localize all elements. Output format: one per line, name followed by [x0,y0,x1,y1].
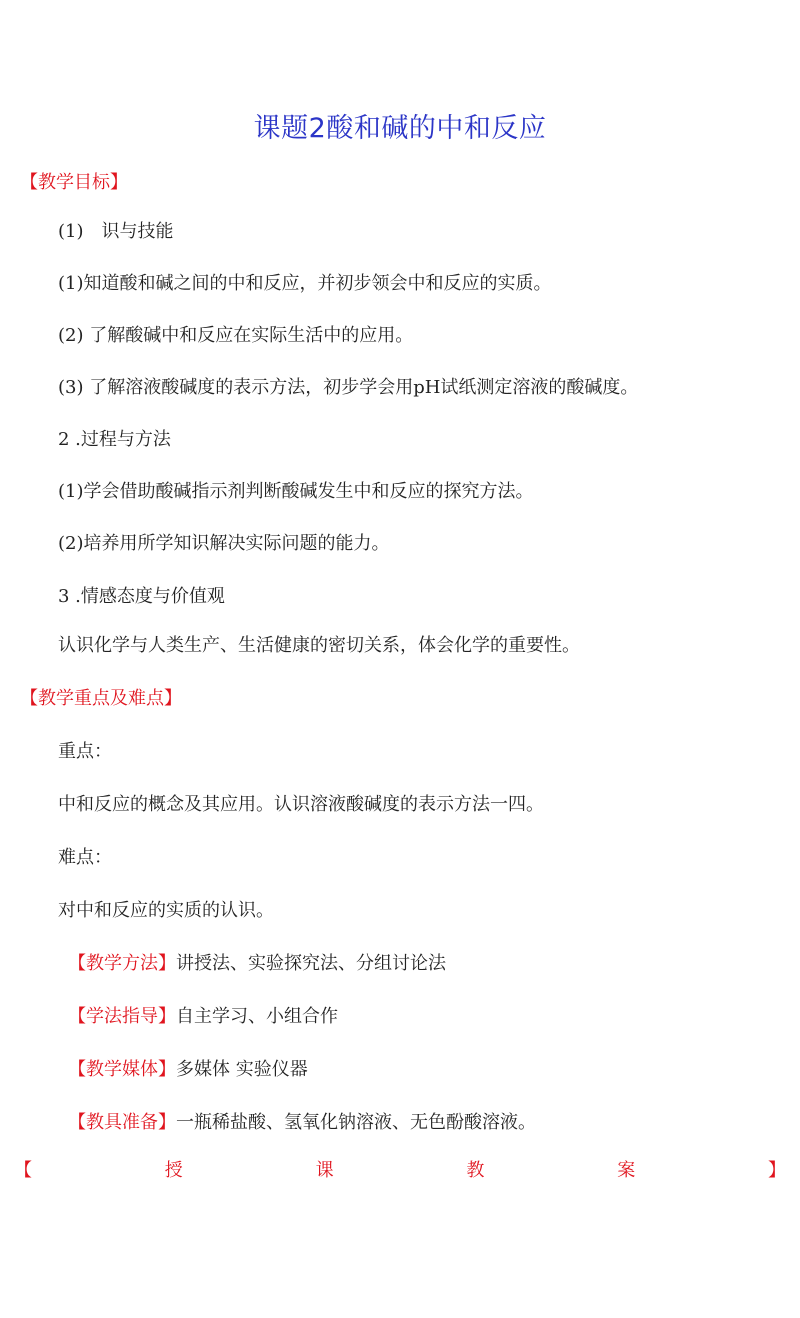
teaching-tools-line [68,1111,536,1135]
lesson-plan-heading-char: 教 [466,1160,485,1181]
objective-line: (3) 了解溶液酸碱度的表示方法，初步学会用pH试纸测定溶液的酸碱度。 [58,377,639,398]
section-heading-objectives: 【教学目标】 [20,172,128,193]
difficulty-line: 对中和反应的实质的认识。 [58,900,274,921]
difficulty-label: 难点： [58,847,112,868]
objective-line: (1)学会借助酸碱指示剂判断酸碱发生中和反应的探究方法。 [58,481,534,502]
lesson-plan-heading-char: 【 [14,1160,32,1181]
objective-subheading: 3 .情感态度与价值观 [58,586,225,607]
teaching-media-tag: 【教学媒体】 [68,1059,176,1080]
objective-line: (2)培养用所学知识解决实际问题的能力。 [58,533,390,554]
study-guidance-text: 自主学习、小组合作 [176,1006,338,1027]
teaching-tools-text: 一瓶稀盐酸、氢氧化钠溶液、无色酚酸溶液。 [176,1112,536,1133]
study-guidance-line [68,1005,338,1029]
lesson-plan-heading-char: 课 [315,1160,334,1181]
study-guidance-tag: 【学法指导】 [68,1006,176,1027]
lesson-plan-heading-char: 授 [164,1160,183,1181]
teaching-media-text: 多媒体 实验仪器 [176,1059,308,1080]
objective-subheading: 2 .过程与方法 [58,429,171,450]
objective-line: (1) 识与技能 [58,221,174,242]
lesson-plan-heading-char: 案 [617,1160,636,1181]
lesson-plan-heading [14,1159,786,1183]
teaching-tools-tag: 【教具准备】 [68,1112,176,1133]
section-heading-key-points: 【教学重点及难点】 [20,688,182,709]
objective-line: (2) 了解酸碱中和反应在实际生活中的应用。 [58,325,414,346]
objective-line: 认识化学与人类生产、生活健康的密切关系，体会化学的重要性。 [58,635,580,656]
key-point-line: 中和反应的概念及其应用。认识溶液酸碱度的表示方法一四。 [58,794,544,815]
page-title: 课题2酸和碱的中和反应 [253,113,547,144]
lesson-plan-heading-char: 】 [767,1160,786,1181]
teaching-media-line [68,1058,308,1082]
teaching-method-tag: 【教学方法】 [68,953,176,974]
key-point-label: 重点： [58,741,112,762]
objective-line: (1)知道酸和碱之间的中和反应，并初步领会中和反应的实质。 [58,273,552,294]
teaching-method-line [68,952,446,976]
teaching-method-text: 讲授法、实验探究法、分组讨论法 [176,953,446,974]
